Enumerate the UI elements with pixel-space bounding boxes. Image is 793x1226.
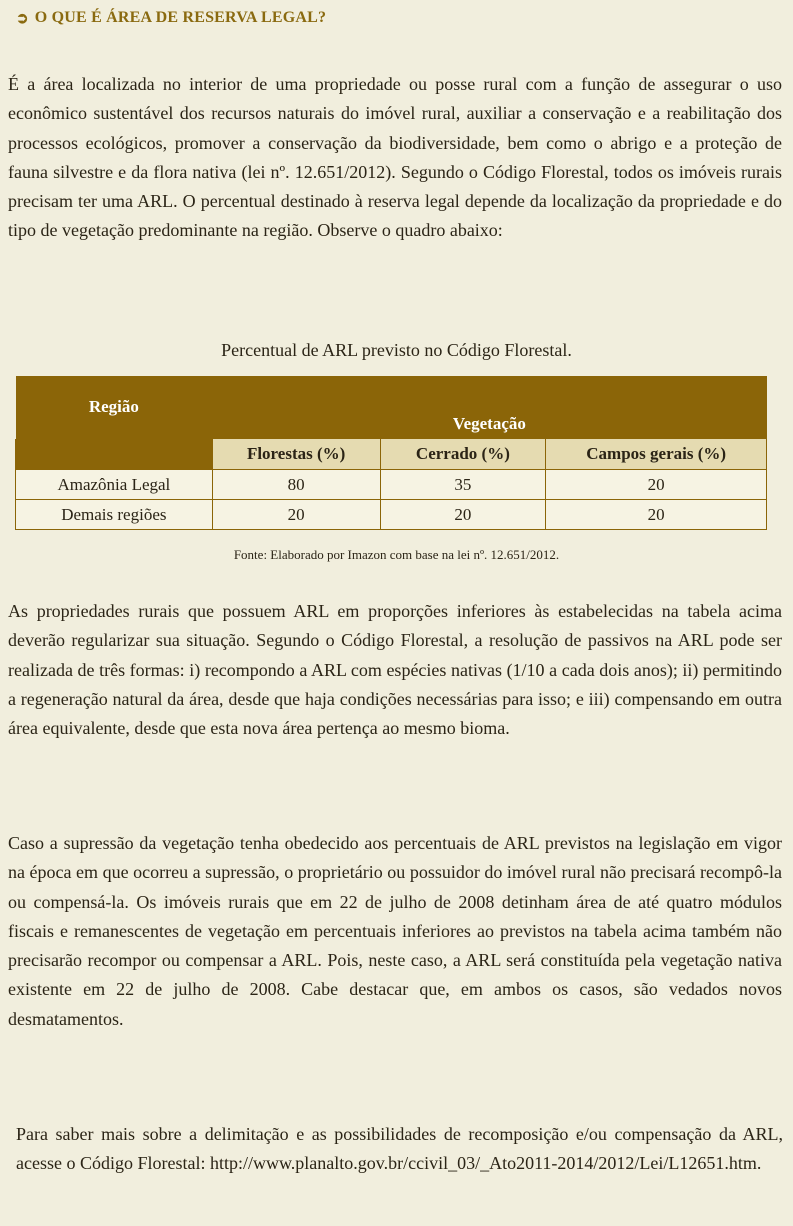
row-region: Demais regiões [16,500,213,530]
section-heading [16,4,326,32]
table-row [16,470,767,500]
header-region: Região [16,376,213,439]
column-header-campos-gerais: Campos gerais (%) [546,439,767,470]
table-source-note: Fonte: Elaborado por Imazon com base na lei nº. 12.651/2012. [233,547,560,562]
table-row [16,500,767,530]
row-region: Amazônia Legal [16,470,213,500]
regularization-paragraph: As propriedades rurais que possuem ARL em proporções inferiores às estabelecidas na tabela acima deverão regularizar sua situação. Segundo o Código Florestal, a resolução de passivos na ARL pode ser realizada de três formas: i) recompondo a ARL com espécies nativas (1/10 a cada dois anos); ii) permitindo a regeneração natural da área, desde que haja condições necessárias para isso; e iii) compensando em outra área equivalente, desde que esta nova área pertença ao mesmo bioma. [8,601,782,739]
table-caption: Percentual de ARL previsto no Código Florestal. [221,340,572,360]
cell-value: 20 [546,500,767,530]
cell-value: 20 [546,470,767,500]
arrow-right-icon: ➲ [16,10,29,27]
section-title: O QUE É ÁREA DE RESERVA LEGAL? [34,9,327,26]
header-vegetation: Vegetação [212,376,766,439]
cell-value: 80 [212,470,380,500]
cell-value: 20 [212,500,380,530]
header-region-spacer [16,439,213,470]
intro-paragraph: É a área localizada no interior de uma propriedade ou posse rural com a função de assegurar o uso econômico sustentável dos recursos naturais do imóvel rural, auxiliar a conservação e a reabilitação dos processos ecológicos, promover a conservação da biodiversidade, bem como o abrigo e a proteção de fauna silvestre e da flora nativa (lei nº. 12.651/2012). Segundo o Código Florestal, todos os imóveis rurais precisam ter uma ARL. O percentual destinado à reserva legal depende da localização da propriedade e do tipo de vegetação predominante na região. Observe o quadro abaixo: [8,74,782,241]
suppression-paragraph: Caso a supressão da vegetação tenha obedecido aos percentuais de ARL previstos na legislação em vigor na época em que ocorreu a supressão, o proprietário ou possuidor do imóvel rural não precisará recompô-la ou compensá-la. Os imóveis rurais que em 22 de julho de 2008 detinham área de até quatro módulos fiscais e remanescentes de vegetação em percentuais inferiores ao previstos na tabela acima também não precisarão recompor ou compensar a ARL. Pois, neste caso, a ARL será constituída pela vegetação nativa existente em 22 de julho de 2008. Cabe destacar que, em ambos os casos, são vedados novos desmatamentos. [8,833,782,1029]
cell-value: 20 [380,500,546,530]
cell-value: 35 [380,470,546,500]
more-info-paragraph: Para saber mais sobre a delimitação e as possibilidades de recomposição e/ou compensação da ARL, acesse o Código Florestal: http://www.planalto.gov.br/ccivil_03/_Ato2011-2014/2012/Lei/L12651.htm. [16,1124,783,1174]
column-header-cerrado: Cerrado (%) [380,439,546,470]
arl-percentage-table [15,376,767,530]
column-header-forests: Florestas (%) [212,439,380,470]
